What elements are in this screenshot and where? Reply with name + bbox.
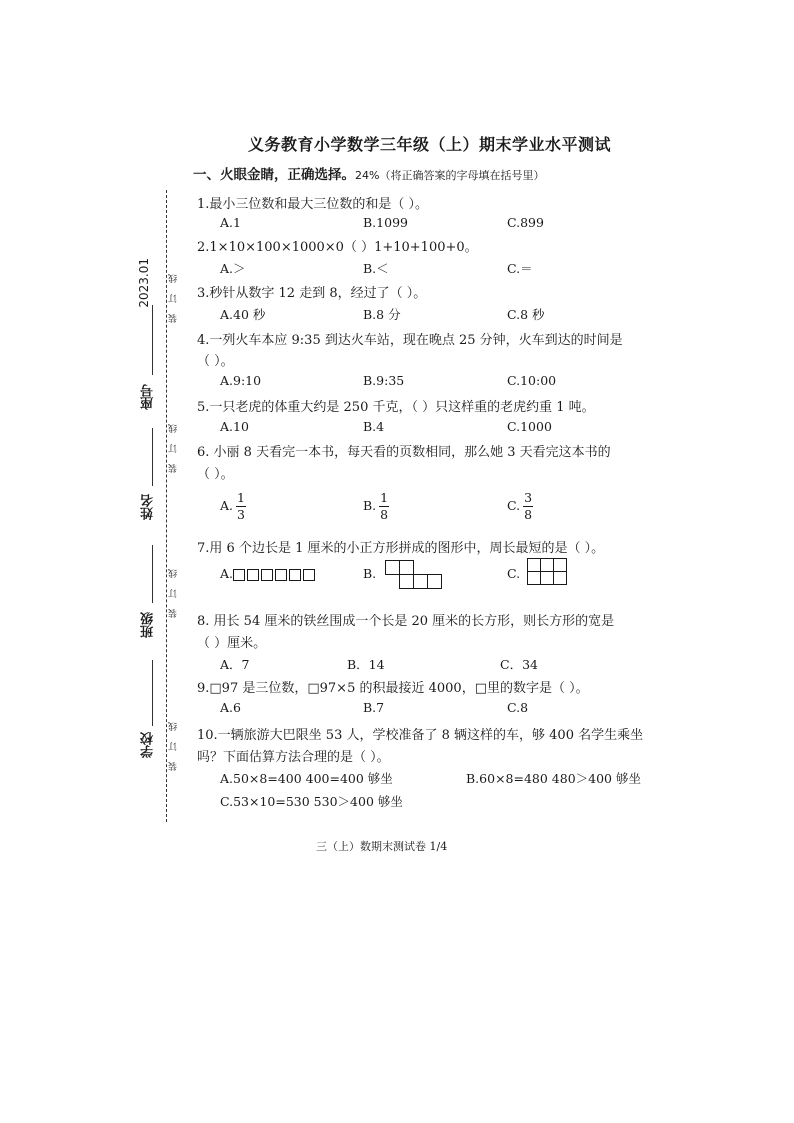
numerator: 3 (524, 490, 533, 505)
binding-mark: 装 订 线 (169, 718, 179, 771)
exam-date: 2023.01 (137, 258, 151, 308)
fraction (379, 490, 389, 523)
name-underline (152, 428, 153, 486)
question-10-option-c[interactable]: C.53×10=530 530＞400 够坐 (220, 794, 403, 809)
question-8-option-c[interactable]: C．34 (500, 657, 538, 672)
question-10-stem: 10.一辆旅游大巴限坐 53 人，学校准备了 8 辆这样的车，够 400 名学生乘坐 (197, 728, 644, 743)
question-8-stem-cont: （ ）厘米。 (197, 636, 267, 651)
question-9-option-b[interactable]: B.7 (363, 700, 385, 715)
question-10-option-b[interactable]: B.60×8=480 480＞400 够坐 (466, 771, 641, 786)
shape-1x6-rectangle (233, 569, 319, 583)
question-4-option-a[interactable]: A.9:10 (220, 373, 262, 388)
question-10-stem-cont: 吗？下面估算方法合理的是（ ）。 (197, 750, 390, 765)
question-7-option-b[interactable]: B. (363, 566, 377, 581)
school-label: 学校 (141, 732, 156, 758)
fraction (523, 490, 533, 523)
question-7-option-c[interactable]: C. (507, 566, 521, 581)
question-5-option-b[interactable]: B.4 (363, 419, 385, 434)
question-6-option-b[interactable] (363, 490, 389, 523)
denominator: 8 (380, 507, 389, 522)
binding-mark: 装 订 线 (169, 420, 179, 473)
binding-mark: 装 订 线 (169, 270, 179, 323)
question-3-option-a[interactable]: A.40 秒 (220, 307, 266, 322)
question-6-option-c[interactable] (507, 490, 533, 523)
seat-underline (152, 305, 153, 375)
question-1-option-c[interactable]: C.899 (507, 215, 544, 230)
option-letter: B. (363, 498, 377, 513)
section-heading (193, 163, 544, 183)
question-8-option-a[interactable]: A．7 (220, 657, 250, 672)
question-3-option-c[interactable]: C.8 秒 (507, 307, 545, 322)
question-8-option-b[interactable]: B．14 (347, 657, 385, 672)
question-8-stem: 8. 用长 54 厘米的铁丝围成一个长是 20 厘米的长方形，则长方形的宽是 (197, 614, 615, 629)
school-underline (152, 660, 153, 726)
shape-2x3-rectangle (527, 558, 569, 588)
binding-mark: 装 订 线 (169, 565, 179, 618)
question-7-option-a[interactable]: A. (220, 566, 234, 581)
question-7-stem: 7.用 6 个边长是 1 厘米的小正方形拼成的图形中，周长最短的是（ ）。 (197, 541, 605, 556)
section-title: 一、火眼金睛，正确选择。 (193, 167, 355, 183)
question-6-stem-cont: （ ）。 (197, 467, 234, 482)
question-6-stem: 6. 小丽 8 天看完一本书，每天看的页数相同，那么她 3 天看完这本书的 (197, 445, 611, 460)
question-6-option-a[interactable] (220, 490, 246, 523)
shape-stepped (385, 560, 445, 590)
section-note: 24%（将正确答案的字母填在括号里） (355, 169, 545, 182)
question-2-option-c[interactable]: C.＝ (507, 261, 533, 276)
question-3-option-b[interactable]: B.8 分 (363, 307, 401, 322)
question-1-stem: 1.最小三位数和最大三位数的和是（ ）。 (197, 197, 429, 212)
exam-title: 义务教育小学数学三年级（上）期末学业水平测试 (248, 135, 612, 154)
class-label: 班级 (141, 612, 156, 638)
class-underline (152, 545, 153, 603)
question-9-stem: 9.□97 是三位数，□97×5 的积最接近 4000，□里的数字是（ ）。 (197, 681, 589, 696)
numerator: 1 (380, 490, 389, 505)
option-letter: A. (220, 498, 234, 513)
question-2-option-b[interactable]: B.＜ (363, 261, 389, 276)
question-5-option-c[interactable]: C.1000 (507, 419, 552, 434)
page-footer: 三（上）数期末测试卷 1/4 (316, 840, 448, 853)
question-4-stem-cont: （ ）。 (197, 354, 234, 369)
question-3-stem: 3.秒针从数字 12 走到 8，经过了（ ）。 (197, 286, 427, 301)
question-5-stem: 5.一只老虎的体重大约是 250 千克，（ ）只这样重的老虎约重 1 吨。 (197, 400, 595, 415)
question-4-option-c[interactable]: C.10:00 (507, 373, 557, 388)
option-letter: C. (507, 498, 521, 513)
question-5-option-a[interactable]: A.10 (220, 419, 249, 434)
denominator: 3 (237, 507, 245, 522)
question-2-stem: 2.1×10×100×1000×0（ ）1+10+100+0。 (197, 240, 478, 255)
name-label: 姓名 (141, 494, 156, 520)
fraction (236, 490, 246, 523)
question-9-option-a[interactable]: A.6 (220, 700, 241, 715)
question-4-option-b[interactable]: B.9:35 (363, 373, 405, 388)
question-1-option-a[interactable]: A.1 (220, 215, 241, 230)
question-2-option-a[interactable]: A.＞ (220, 261, 246, 276)
question-9-option-c[interactable]: C.8 (507, 700, 529, 715)
denominator: 8 (524, 507, 533, 522)
numerator: 1 (237, 490, 245, 505)
question-4-stem: 4.一列火车本应 9:35 到达火车站，现在晚点 25 分钟，火车到达的时间是 (197, 333, 623, 348)
seat-number-label: 座号 (141, 384, 156, 410)
question-10-option-a[interactable]: A.50×8=400 400=400 够坐 (220, 771, 393, 786)
question-1-option-b[interactable]: B.1099 (363, 215, 408, 230)
